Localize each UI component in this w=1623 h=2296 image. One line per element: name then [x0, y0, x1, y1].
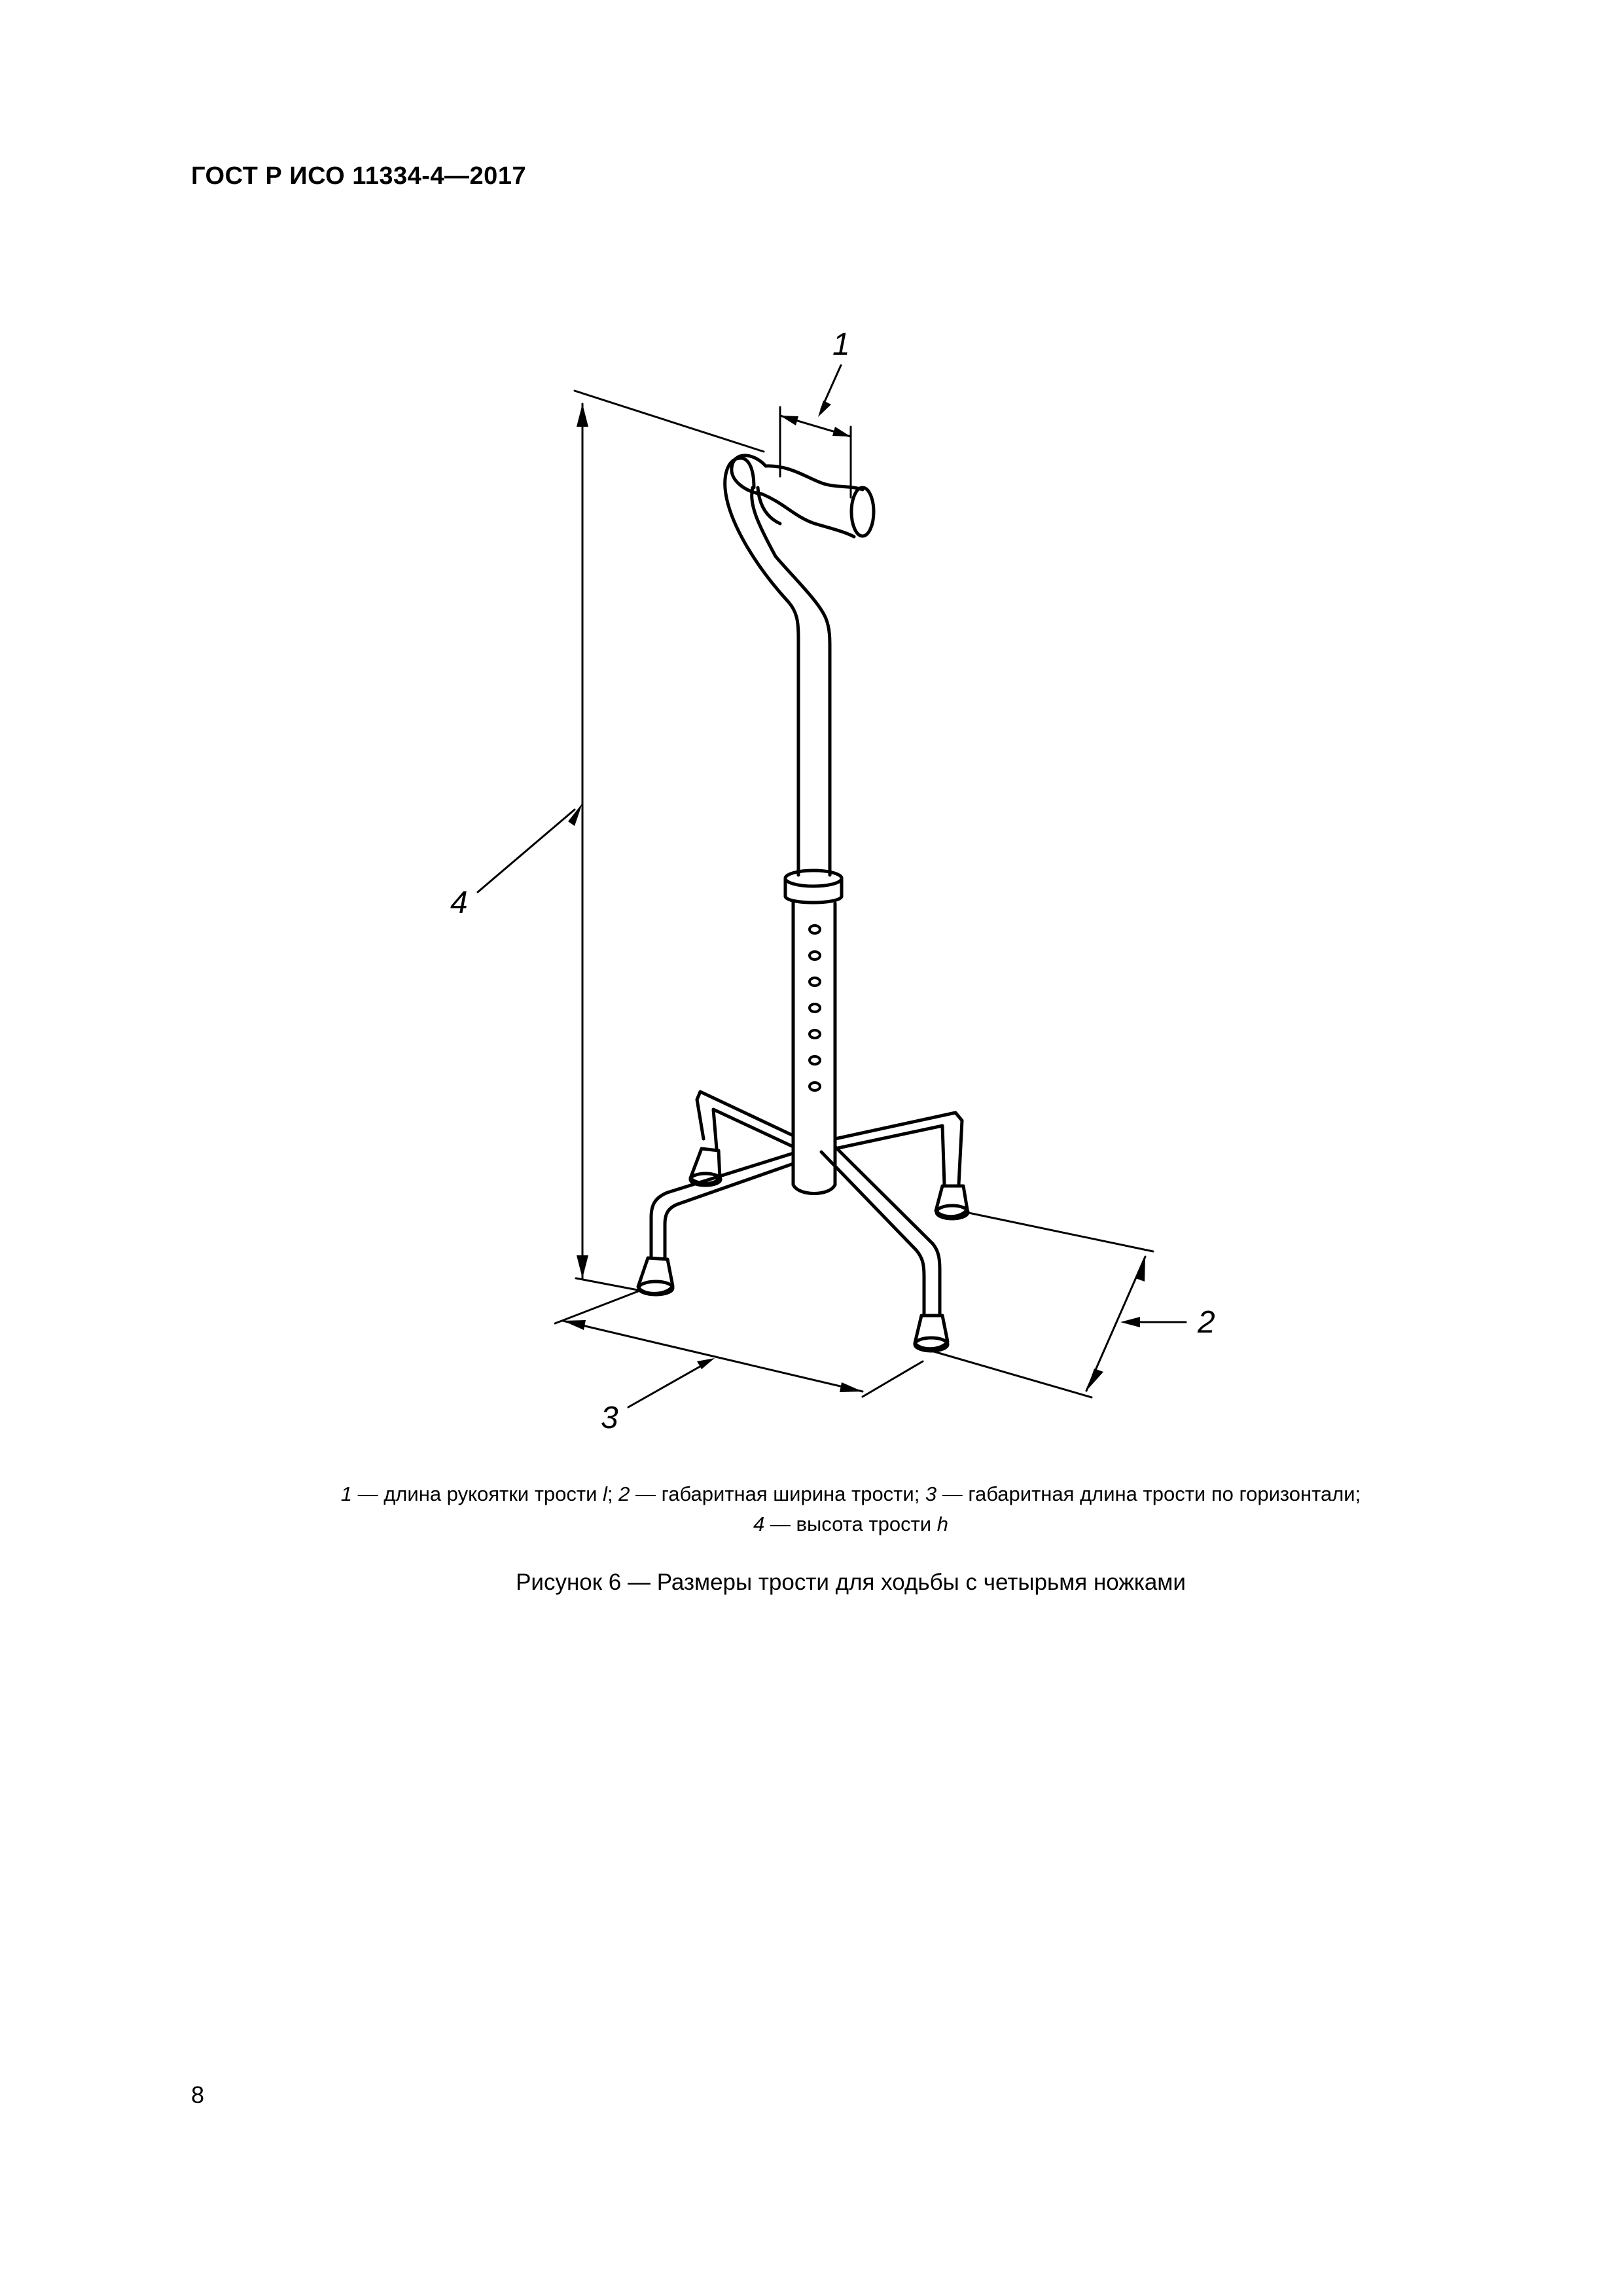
page-number: 8: [191, 2081, 205, 2108]
document-header: ГОСТ Р ИСО 11334-4—2017: [191, 162, 527, 190]
legend-symbol-l: l: [603, 1482, 607, 1505]
legend-line-2: [131, 1509, 1571, 1539]
legend-text-3: — габаритная длина трости по горизонтали;: [936, 1482, 1361, 1505]
callout-2: 2: [1198, 1305, 1215, 1340]
legend-key-2: 2: [618, 1482, 630, 1505]
legend-line-1: [131, 1479, 1571, 1509]
figure-caption: Рисунок 6 — Размеры трости для ходьбы с четырьмя ножками: [516, 1570, 1186, 1595]
cane-base-legs: [651, 1092, 962, 1314]
dimension-width-lines: [929, 1213, 1186, 1397]
cane-feet: [638, 1149, 968, 1351]
legend-text-1: — длина рукоятки трости: [351, 1482, 603, 1505]
figure-legend: [131, 1479, 1571, 1539]
callout-4: 4: [450, 886, 468, 920]
legend-text-2: — габаритная ширина трости;: [630, 1482, 925, 1505]
legend-key-3: 3: [925, 1482, 937, 1505]
legend-key-1: 1: [340, 1482, 352, 1505]
dimension-height-lines: [478, 391, 764, 1291]
cane-lower-tube: [793, 902, 835, 1194]
legend-separator-1: ;: [607, 1482, 619, 1505]
callout-1: 1: [832, 327, 850, 362]
cane-collar: [785, 870, 842, 903]
dimension-handle-lines: [780, 365, 851, 497]
legend-symbol-h: h: [936, 1513, 948, 1535]
callout-3: 3: [601, 1401, 618, 1435]
legend-key-4: 4: [753, 1513, 765, 1535]
dimension-length-lines: [555, 1291, 923, 1407]
legend-text-4: — высота трости: [764, 1513, 937, 1535]
